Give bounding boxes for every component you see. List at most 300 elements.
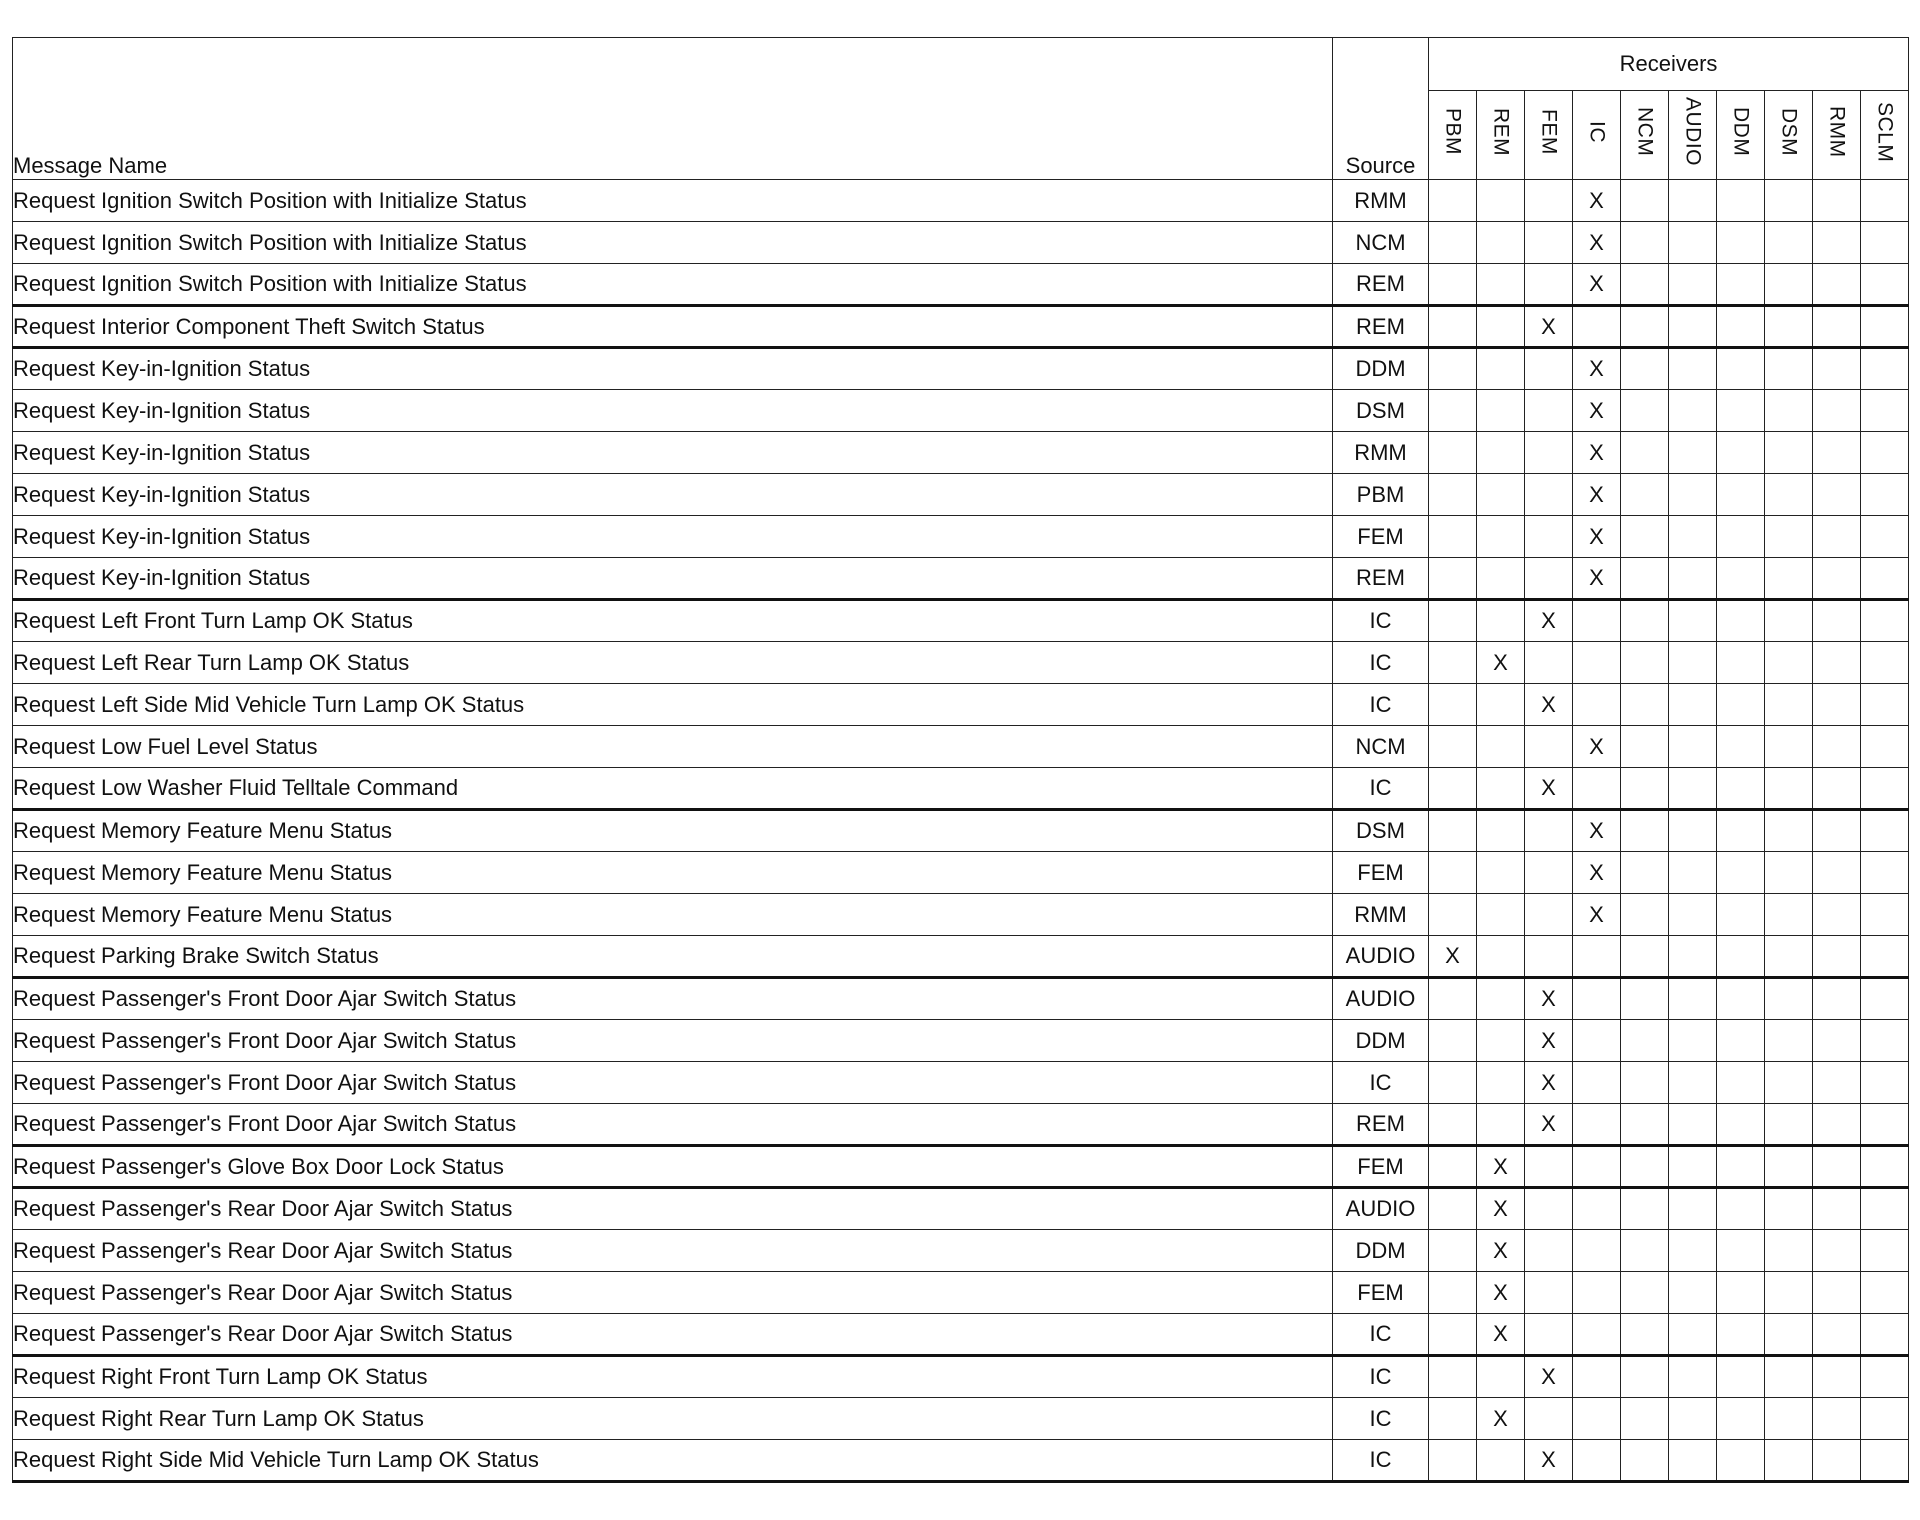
receiver-cell-ddm (1717, 306, 1765, 348)
receiver-cell-ic (1573, 1104, 1621, 1146)
receiver-mark-ic: X (1573, 726, 1621, 768)
receiver-cell-ic (1573, 600, 1621, 642)
receiver-cell-sclm (1861, 768, 1909, 810)
table-row (13, 222, 1909, 264)
source-cell: RMM (1333, 894, 1429, 936)
receiver-cell-rem (1477, 894, 1525, 936)
receiver-cell-dsm (1765, 222, 1813, 264)
message-name-cell: Request Parking Brake Switch Status (13, 936, 1333, 978)
table-row (13, 306, 1909, 348)
receiver-cell-audio (1669, 348, 1717, 390)
message-name-cell: Request Passenger's Front Door Ajar Switch Status (13, 1020, 1333, 1062)
receiver-cell-ddm (1717, 1398, 1765, 1440)
receiver-cell-ncm (1621, 852, 1669, 894)
receiver-cell-ncm (1621, 1146, 1669, 1188)
receiver-cell-fem (1525, 180, 1573, 222)
receiver-cell-audio (1669, 1020, 1717, 1062)
receiver-cell-ic (1573, 1020, 1621, 1062)
receiver-cell-rmm (1813, 642, 1861, 684)
receiver-cell-pbm (1429, 642, 1477, 684)
receiver-cell-sclm (1861, 936, 1909, 978)
receiver-cell-audio (1669, 978, 1717, 1020)
receiver-col-fem: FEM (1525, 91, 1573, 180)
receiver-cell-rem (1477, 726, 1525, 768)
receiver-cell-fem (1525, 936, 1573, 978)
receiver-cell-audio (1669, 474, 1717, 516)
receiver-cell-rem (1477, 180, 1525, 222)
receiver-cell-dsm (1765, 684, 1813, 726)
message-name-cell: Request Passenger's Rear Door Ajar Switch Status (13, 1230, 1333, 1272)
receiver-mark-rem: X (1477, 1272, 1525, 1314)
source-cell: FEM (1333, 516, 1429, 558)
receiver-col-ic: IC (1573, 91, 1621, 180)
receiver-cell-rem (1477, 390, 1525, 432)
receiver-cell-audio (1669, 1104, 1717, 1146)
receiver-cell-dsm (1765, 1314, 1813, 1356)
source-cell: FEM (1333, 1146, 1429, 1188)
receiver-mark-ic: X (1573, 558, 1621, 600)
receiver-cell-pbm (1429, 852, 1477, 894)
receiver-cell-ic (1573, 1356, 1621, 1398)
receiver-cell-fem (1525, 558, 1573, 600)
receiver-cell-ncm (1621, 1020, 1669, 1062)
table-row (13, 1020, 1909, 1062)
table-row (13, 474, 1909, 516)
receiver-mark-rem: X (1477, 1314, 1525, 1356)
receiver-cell-rem (1477, 222, 1525, 264)
receiver-mark-ic: X (1573, 180, 1621, 222)
receiver-cell-sclm (1861, 474, 1909, 516)
receiver-cell-pbm (1429, 1230, 1477, 1272)
receiver-cell-ncm (1621, 1272, 1669, 1314)
message-name-cell: Request Right Front Turn Lamp OK Status (13, 1356, 1333, 1398)
receiver-cell-sclm (1861, 264, 1909, 306)
message-name-cell: Request Interior Component Theft Switch Status (13, 306, 1333, 348)
receiver-cell-sclm (1861, 978, 1909, 1020)
receiver-cell-rmm (1813, 1440, 1861, 1482)
table-row (13, 390, 1909, 432)
receiver-cell-ddm (1717, 222, 1765, 264)
receiver-cell-sclm (1861, 432, 1909, 474)
receiver-cell-dsm (1765, 180, 1813, 222)
receiver-cell-rmm (1813, 894, 1861, 936)
receiver-cell-ddm (1717, 180, 1765, 222)
receiver-cell-pbm (1429, 516, 1477, 558)
receiver-mark-rem: X (1477, 642, 1525, 684)
receiver-mark-ic: X (1573, 390, 1621, 432)
message-name-cell: Request Left Side Mid Vehicle Turn Lamp OK Status (13, 684, 1333, 726)
receiver-mark-fem: X (1525, 1356, 1573, 1398)
receiver-cell-ddm (1717, 726, 1765, 768)
table-row (13, 1398, 1909, 1440)
receiver-cell-rmm (1813, 600, 1861, 642)
receiver-cell-rem (1477, 1020, 1525, 1062)
receiver-cell-ddm (1717, 810, 1765, 852)
receiver-cell-fem (1525, 390, 1573, 432)
table-row (13, 726, 1909, 768)
receiver-cell-ncm (1621, 1356, 1669, 1398)
receiver-cell-pbm (1429, 894, 1477, 936)
receiver-mark-rem: X (1477, 1230, 1525, 1272)
receiver-cell-dsm (1765, 1230, 1813, 1272)
receiver-col-pbm: PBM (1429, 91, 1477, 180)
receiver-cell-rem (1477, 684, 1525, 726)
receiver-cell-rem (1477, 978, 1525, 1020)
receiver-cell-audio (1669, 180, 1717, 222)
receiver-cell-ddm (1717, 768, 1765, 810)
receiver-cell-sclm (1861, 390, 1909, 432)
receiver-cell-sclm (1861, 852, 1909, 894)
table-body (13, 180, 1909, 1482)
receiver-cell-rem (1477, 306, 1525, 348)
message-name-cell: Request Memory Feature Menu Status (13, 810, 1333, 852)
receiver-cell-audio (1669, 390, 1717, 432)
receiver-mark-ic: X (1573, 516, 1621, 558)
table-row (13, 1146, 1909, 1188)
receiver-cell-ncm (1621, 642, 1669, 684)
source-cell: IC (1333, 684, 1429, 726)
source-cell: REM (1333, 306, 1429, 348)
receiver-mark-fem: X (1525, 306, 1573, 348)
receiver-cell-rem (1477, 852, 1525, 894)
receiver-cell-sclm (1861, 642, 1909, 684)
receiver-cell-ncm (1621, 474, 1669, 516)
receiver-cell-dsm (1765, 1188, 1813, 1230)
receiver-cell-rmm (1813, 1230, 1861, 1272)
source-cell: IC (1333, 1314, 1429, 1356)
receiver-cell-dsm (1765, 978, 1813, 1020)
receiver-cell-pbm (1429, 1356, 1477, 1398)
receiver-cell-ic (1573, 1272, 1621, 1314)
receiver-cell-ic (1573, 684, 1621, 726)
receiver-cell-ddm (1717, 852, 1765, 894)
message-name-cell: Request Key-in-Ignition Status (13, 348, 1333, 390)
receiver-cell-sclm (1861, 726, 1909, 768)
receiver-cell-pbm (1429, 558, 1477, 600)
message-name-cell: Request Right Side Mid Vehicle Turn Lamp OK Status (13, 1440, 1333, 1482)
receiver-cell-pbm (1429, 474, 1477, 516)
table-row (13, 1062, 1909, 1104)
receiver-cell-ddm (1717, 432, 1765, 474)
receiver-mark-ic: X (1573, 264, 1621, 306)
message-name-cell: Request Ignition Switch Position with Initialize Status (13, 222, 1333, 264)
message-receiver-table (12, 37, 1909, 1483)
receiver-cell-rmm (1813, 1146, 1861, 1188)
receiver-col-audio: AUDIO (1669, 91, 1717, 180)
receiver-cell-rmm (1813, 1104, 1861, 1146)
receiver-cell-fem (1525, 726, 1573, 768)
receiver-cell-pbm (1429, 684, 1477, 726)
receiver-mark-ic: X (1573, 348, 1621, 390)
receiver-cell-ddm (1717, 1146, 1765, 1188)
receiver-cell-ncm (1621, 1398, 1669, 1440)
receiver-cell-rem (1477, 432, 1525, 474)
receiver-cell-ncm (1621, 1062, 1669, 1104)
receiver-cell-ic (1573, 1146, 1621, 1188)
receiver-cell-fem (1525, 264, 1573, 306)
receiver-cell-fem (1525, 222, 1573, 264)
table-row (13, 1230, 1909, 1272)
receiver-cell-rem (1477, 516, 1525, 558)
receiver-cell-fem (1525, 348, 1573, 390)
receiver-cell-rmm (1813, 264, 1861, 306)
receiver-cell-fem (1525, 1272, 1573, 1314)
receiver-cell-rem (1477, 264, 1525, 306)
receiver-cell-audio (1669, 264, 1717, 306)
table-row (13, 1314, 1909, 1356)
receiver-cell-rmm (1813, 1188, 1861, 1230)
receiver-cell-rmm (1813, 1398, 1861, 1440)
table-row (13, 642, 1909, 684)
table-row (13, 936, 1909, 978)
source-cell: IC (1333, 1356, 1429, 1398)
receiver-cell-ic (1573, 1188, 1621, 1230)
receiver-cell-rem (1477, 1440, 1525, 1482)
receiver-cell-pbm (1429, 600, 1477, 642)
receiver-cell-dsm (1765, 726, 1813, 768)
source-cell: REM (1333, 1104, 1429, 1146)
receiver-cell-dsm (1765, 768, 1813, 810)
receiver-cell-pbm (1429, 264, 1477, 306)
receiver-cell-ncm (1621, 432, 1669, 474)
receiver-cell-rem (1477, 600, 1525, 642)
message-name-cell: Request Passenger's Front Door Ajar Switch Status (13, 1062, 1333, 1104)
message-name-cell: Request Passenger's Front Door Ajar Switch Status (13, 1104, 1333, 1146)
message-name-cell: Request Key-in-Ignition Status (13, 474, 1333, 516)
source-cell: RMM (1333, 432, 1429, 474)
receiver-cell-sclm (1861, 1146, 1909, 1188)
receiver-mark-ic: X (1573, 894, 1621, 936)
receiver-cell-pbm (1429, 768, 1477, 810)
receiver-cell-fem (1525, 432, 1573, 474)
receiver-cell-sclm (1861, 222, 1909, 264)
table-row (13, 558, 1909, 600)
source-cell: NCM (1333, 222, 1429, 264)
receiver-cell-sclm (1861, 1356, 1909, 1398)
receiver-cell-rmm (1813, 180, 1861, 222)
message-name-cell: Request Key-in-Ignition Status (13, 558, 1333, 600)
message-name-cell: Request Memory Feature Menu Status (13, 894, 1333, 936)
source-cell: PBM (1333, 474, 1429, 516)
receiver-cell-ncm (1621, 684, 1669, 726)
receiver-cell-ddm (1717, 684, 1765, 726)
receiver-cell-ddm (1717, 1440, 1765, 1482)
source-cell: IC (1333, 1398, 1429, 1440)
receiver-cell-pbm (1429, 1440, 1477, 1482)
receiver-cell-rmm (1813, 222, 1861, 264)
receiver-col-ncm: NCM (1621, 91, 1669, 180)
source-cell: AUDIO (1333, 936, 1429, 978)
receiver-cell-dsm (1765, 390, 1813, 432)
receiver-cell-rmm (1813, 432, 1861, 474)
table-row (13, 1356, 1909, 1398)
receiver-cell-dsm (1765, 264, 1813, 306)
receiver-cell-sclm (1861, 894, 1909, 936)
receiver-cell-audio (1669, 642, 1717, 684)
receiver-cell-ncm (1621, 348, 1669, 390)
message-name-cell: Request Passenger's Glove Box Door Lock Status (13, 1146, 1333, 1188)
receiver-cell-fem (1525, 894, 1573, 936)
source-cell: DDM (1333, 1020, 1429, 1062)
receiver-cell-audio (1669, 1188, 1717, 1230)
receiver-cell-rem (1477, 1104, 1525, 1146)
receiver-cell-fem (1525, 1314, 1573, 1356)
receiver-cell-pbm (1429, 1020, 1477, 1062)
message-name-cell: Request Passenger's Rear Door Ajar Switch Status (13, 1314, 1333, 1356)
receiver-cell-pbm (1429, 1272, 1477, 1314)
receiver-mark-fem: X (1525, 1104, 1573, 1146)
receiver-cell-dsm (1765, 558, 1813, 600)
receiver-cell-audio (1669, 558, 1717, 600)
receiver-cell-dsm (1765, 474, 1813, 516)
receiver-mark-fem: X (1525, 1440, 1573, 1482)
source-header: Source (1333, 38, 1429, 180)
receiver-cell-ncm (1621, 978, 1669, 1020)
receiver-cell-ddm (1717, 264, 1765, 306)
receiver-cell-rmm (1813, 810, 1861, 852)
receiver-cell-sclm (1861, 516, 1909, 558)
receiver-cell-rmm (1813, 1062, 1861, 1104)
receiver-cell-rmm (1813, 348, 1861, 390)
message-name-cell: Request Left Front Turn Lamp OK Status (13, 600, 1333, 642)
receiver-cell-rmm (1813, 684, 1861, 726)
source-cell: NCM (1333, 726, 1429, 768)
receiver-cell-rem (1477, 348, 1525, 390)
receiver-cell-ncm (1621, 180, 1669, 222)
receiver-cell-rmm (1813, 768, 1861, 810)
receiver-cell-rem (1477, 1356, 1525, 1398)
receiver-col-rmm: RMM (1813, 91, 1861, 180)
receiver-mark-ic: X (1573, 810, 1621, 852)
receiver-cell-ddm (1717, 1062, 1765, 1104)
receiver-cell-pbm (1429, 348, 1477, 390)
receiver-cell-ncm (1621, 1230, 1669, 1272)
receiver-cell-pbm (1429, 390, 1477, 432)
receiver-cell-ncm (1621, 306, 1669, 348)
receiver-cell-pbm (1429, 1146, 1477, 1188)
receiver-cell-ncm (1621, 894, 1669, 936)
receiver-cell-ncm (1621, 768, 1669, 810)
receiver-cell-ddm (1717, 1104, 1765, 1146)
receiver-cell-rem (1477, 936, 1525, 978)
receiver-cell-dsm (1765, 1146, 1813, 1188)
receiver-cell-sclm (1861, 348, 1909, 390)
receiver-cell-audio (1669, 432, 1717, 474)
receiver-cell-ic (1573, 642, 1621, 684)
receiver-cell-rmm (1813, 558, 1861, 600)
receiver-cell-dsm (1765, 1398, 1813, 1440)
receiver-cell-pbm (1429, 1104, 1477, 1146)
receiver-cell-ic (1573, 306, 1621, 348)
receiver-cell-ddm (1717, 348, 1765, 390)
receiver-cell-ncm (1621, 810, 1669, 852)
receiver-cell-audio (1669, 810, 1717, 852)
receiver-mark-rem: X (1477, 1188, 1525, 1230)
receiver-cell-sclm (1861, 1398, 1909, 1440)
receiver-cell-ic (1573, 1314, 1621, 1356)
receiver-cell-sclm (1861, 1020, 1909, 1062)
receiver-cell-sclm (1861, 1062, 1909, 1104)
receiver-col-ddm: DDM (1717, 91, 1765, 180)
receiver-cell-sclm (1861, 180, 1909, 222)
receiver-cell-audio (1669, 516, 1717, 558)
receiver-mark-ic: X (1573, 852, 1621, 894)
message-name-cell: Request Key-in-Ignition Status (13, 390, 1333, 432)
receiver-cell-rmm (1813, 1356, 1861, 1398)
message-name-cell: Request Right Rear Turn Lamp OK Status (13, 1398, 1333, 1440)
table-row (13, 810, 1909, 852)
receiver-mark-pbm: X (1429, 936, 1477, 978)
table-row (13, 1104, 1909, 1146)
receiver-cell-sclm (1861, 1104, 1909, 1146)
receiver-cell-dsm (1765, 600, 1813, 642)
receiver-cell-rmm (1813, 306, 1861, 348)
receiver-cell-dsm (1765, 1356, 1813, 1398)
table-row (13, 348, 1909, 390)
receiver-cell-audio (1669, 726, 1717, 768)
receiver-cell-dsm (1765, 936, 1813, 978)
receiver-cell-audio (1669, 1398, 1717, 1440)
receiver-cell-pbm (1429, 1188, 1477, 1230)
receiver-cell-rmm (1813, 726, 1861, 768)
message-name-cell: Request Key-in-Ignition Status (13, 516, 1333, 558)
receiver-cell-ddm (1717, 1356, 1765, 1398)
receiver-cell-ncm (1621, 1188, 1669, 1230)
receiver-mark-ic: X (1573, 222, 1621, 264)
receiver-cell-dsm (1765, 1020, 1813, 1062)
receiver-cell-dsm (1765, 432, 1813, 474)
receiver-cell-audio (1669, 1146, 1717, 1188)
receiver-cell-ddm (1717, 1188, 1765, 1230)
receiver-cell-audio (1669, 894, 1717, 936)
receiver-cell-sclm (1861, 810, 1909, 852)
receiver-cell-ic (1573, 1440, 1621, 1482)
receiver-cell-ddm (1717, 894, 1765, 936)
source-cell: IC (1333, 600, 1429, 642)
source-cell: FEM (1333, 1272, 1429, 1314)
table-row (13, 600, 1909, 642)
receiver-cell-ddm (1717, 558, 1765, 600)
receiver-cell-rmm (1813, 516, 1861, 558)
table-row (13, 1188, 1909, 1230)
receiver-cell-sclm (1861, 1440, 1909, 1482)
receiver-cell-ddm (1717, 474, 1765, 516)
receiver-cell-dsm (1765, 894, 1813, 936)
source-cell: IC (1333, 1062, 1429, 1104)
receiver-cell-pbm (1429, 306, 1477, 348)
receiver-cell-rmm (1813, 390, 1861, 432)
receiver-cell-ic (1573, 768, 1621, 810)
receiver-cell-sclm (1861, 558, 1909, 600)
receiver-cell-rem (1477, 810, 1525, 852)
receiver-cell-audio (1669, 1062, 1717, 1104)
receiver-cell-ncm (1621, 726, 1669, 768)
receiver-mark-rem: X (1477, 1398, 1525, 1440)
receiver-cell-ic (1573, 978, 1621, 1020)
receiver-cell-ncm (1621, 264, 1669, 306)
receiver-cell-ncm (1621, 936, 1669, 978)
message-name-cell: Request Left Rear Turn Lamp OK Status (13, 642, 1333, 684)
receiver-cell-audio (1669, 1440, 1717, 1482)
message-name-cell: Request Memory Feature Menu Status (13, 852, 1333, 894)
receiver-cell-dsm (1765, 1104, 1813, 1146)
message-name-cell: Request Low Fuel Level Status (13, 726, 1333, 768)
source-cell: AUDIO (1333, 978, 1429, 1020)
receiver-mark-fem: X (1525, 600, 1573, 642)
table-row (13, 432, 1909, 474)
receiver-cell-pbm (1429, 432, 1477, 474)
message-name-cell: Request Ignition Switch Position with Initialize Status (13, 264, 1333, 306)
